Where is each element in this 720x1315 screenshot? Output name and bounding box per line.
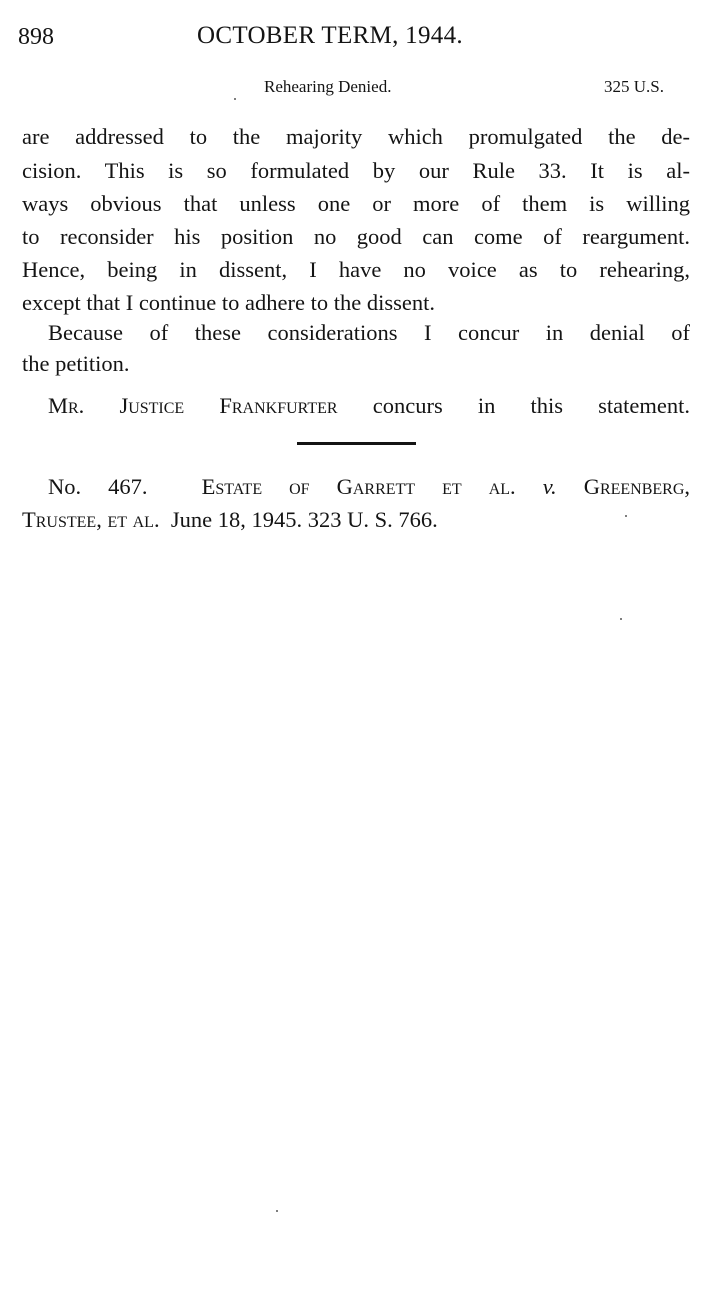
frankfurter-statement — [48, 389, 690, 422]
case-party-2: Greenberg, — [583, 474, 691, 499]
statement-text: concurs in this statement. — [337, 393, 691, 418]
versus: v. — [542, 474, 557, 499]
section-divider — [297, 442, 416, 445]
date-and-citation: June 18, 1945. 323 U. S. 766. — [170, 507, 438, 532]
concur-line: the petition. — [22, 351, 130, 376]
case-party-1: Estate of Garrett et al. — [201, 474, 516, 499]
body-line: Hence, being in dissent, I have no voice as to rehearing, — [22, 257, 690, 282]
scan-speck — [276, 1210, 278, 1212]
case-entry-line-2 — [22, 503, 690, 536]
page-number: 898 — [18, 24, 54, 50]
volume-reference: 325 U.S. — [604, 77, 664, 96]
scan-speck — [234, 98, 236, 100]
body-line: except that I continue to adhere to the dissent. — [22, 290, 435, 315]
body-line: ways obvious that unless one or more of them is willing — [22, 191, 690, 216]
justice-name: Mr. Justice Frankfurter — [48, 393, 338, 418]
case-entry-line-1 — [48, 470, 690, 503]
case-party-2-continued: Trustee, et al. — [22, 507, 160, 532]
body-line: are addressed to the majority which promulgated the de- — [22, 124, 690, 149]
body-line: cision. This is so formulated by our Rule 33. It is al- — [22, 158, 690, 183]
running-head: Rehearing Denied. — [264, 77, 392, 96]
scan-speck — [625, 515, 627, 517]
body-line: to reconsider his position no good can come of reargument. — [22, 224, 690, 249]
scan-speck — [620, 618, 622, 620]
case-number: No. 467. — [48, 474, 148, 499]
term-heading: OCTOBER TERM, 1944. — [197, 22, 463, 49]
concur-line: Because of these considerations I concur in denial of — [48, 320, 690, 345]
